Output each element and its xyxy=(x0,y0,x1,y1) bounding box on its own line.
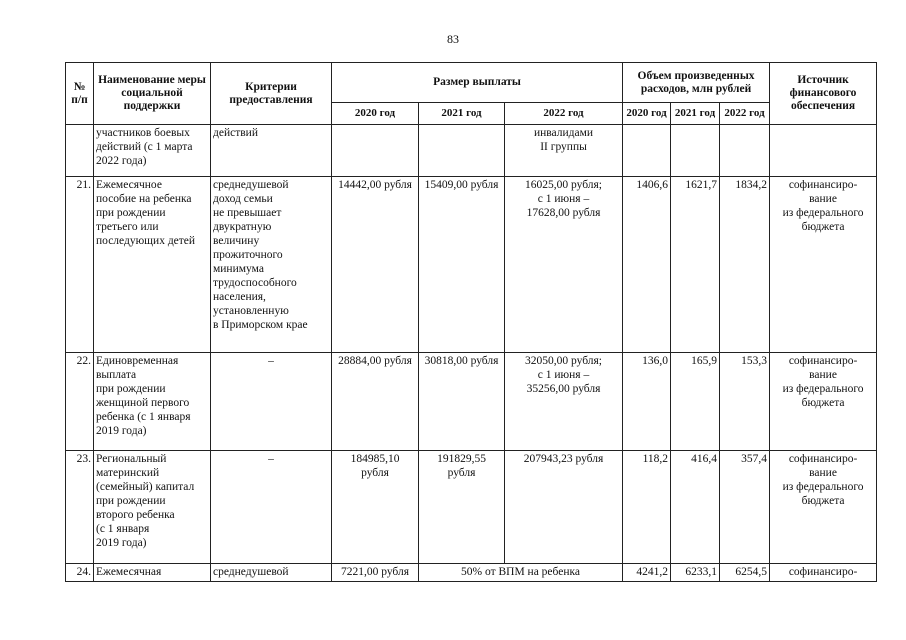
row-vol-2022: 6254,5 xyxy=(720,564,770,582)
row-vol-2021 xyxy=(671,125,720,177)
social-support-table xyxy=(65,62,877,582)
row-name: Ежемесячное пособие на ребенка при рождении третьего или последующих детей xyxy=(94,177,211,353)
row-source: софинансиро- вание из федерального бюджета xyxy=(770,177,877,353)
row-vol-2021: 165,9 xyxy=(671,353,720,451)
row-name: Региональный материнский (семейный) капитал при рождении второго ребенка (с 1 января 2019 года) xyxy=(94,451,211,564)
row-vol-2020: 136,0 xyxy=(623,353,671,451)
header-name: Наименование меры социальной поддержки xyxy=(94,63,211,125)
header-volume: Объем произведенных расходов, млн рублей xyxy=(623,63,770,103)
page-number: 83 xyxy=(447,32,459,46)
row-vol-2020: 1406,6 xyxy=(623,177,671,353)
row-vol-2022: 357,4 xyxy=(720,451,770,564)
row-criteria: – xyxy=(211,451,332,564)
row-criteria: среднедушевой xyxy=(211,564,332,582)
header-payment: Размер выплаты xyxy=(332,63,623,103)
row-criteria: действий xyxy=(211,125,332,177)
row-pay-2021-2022: 50% от ВПМ на ребенка xyxy=(419,564,623,582)
header-vol-2020: 2020 год xyxy=(623,103,671,125)
row-vol-2020: 4241,2 xyxy=(623,564,671,582)
row-num: 22. xyxy=(66,353,94,451)
row-pay-2021: 191829,55 рубля xyxy=(419,451,505,564)
row-name: участников боевых действий (с 1 марта 2022 года) xyxy=(94,125,211,177)
header-vol-2021: 2021 год xyxy=(671,103,720,125)
row-vol-2020: 118,2 xyxy=(623,451,671,564)
row-num: 23. xyxy=(66,451,94,564)
row-name: Единовременная выплата при рождении женщиной первого ребенка (с 1 января 2019 года) xyxy=(94,353,211,451)
table-row xyxy=(66,451,877,564)
row-pay-2021 xyxy=(419,125,505,177)
row-criteria: среднедушевой доход семьи не превышает двукратную величину прожиточного минимума трудоспособного населения, установленную в Приморском крае xyxy=(211,177,332,353)
table-row xyxy=(66,353,877,451)
row-pay-2020 xyxy=(332,125,419,177)
row-num xyxy=(66,125,94,177)
row-source: софинансиро- вание из федерального бюджета xyxy=(770,353,877,451)
row-criteria: – xyxy=(211,353,332,451)
row-pay-2021: 15409,00 рубля xyxy=(419,177,505,353)
header-pay-2022: 2022 год xyxy=(505,103,623,125)
header-source: Источник финансового обеспечения xyxy=(770,63,877,125)
row-vol-2021: 6233,1 xyxy=(671,564,720,582)
row-num: 21. xyxy=(66,177,94,353)
row-vol-2022: 1834,2 xyxy=(720,177,770,353)
row-pay-2021: 30818,00 рубля xyxy=(419,353,505,451)
row-source xyxy=(770,125,877,177)
row-vol-2020 xyxy=(623,125,671,177)
row-pay-2020: 28884,00 рубля xyxy=(332,353,419,451)
row-pay-2020: 184985,10 рубля xyxy=(332,451,419,564)
table-header-row xyxy=(66,63,877,103)
table-row xyxy=(66,125,877,177)
header-pay-2020: 2020 год xyxy=(332,103,419,125)
row-pay-2020: 7221,00 рубля xyxy=(332,564,419,582)
header-criteria: Критерии предоставления xyxy=(211,63,332,125)
table-row xyxy=(66,564,877,582)
row-pay-2020: 14442,00 рубля xyxy=(332,177,419,353)
row-vol-2022 xyxy=(720,125,770,177)
header-vol-2022: 2022 год xyxy=(720,103,770,125)
row-pay-2022: инвалидами II группы xyxy=(505,125,623,177)
row-num: 24. xyxy=(66,564,94,582)
table-row xyxy=(66,177,877,353)
row-pay-2022: 32050,00 рубля; с 1 июня – 35256,00 рубля xyxy=(505,353,623,451)
row-vol-2021: 1621,7 xyxy=(671,177,720,353)
row-pay-2022: 207943,23 рубля xyxy=(505,451,623,564)
header-pay-2021: 2021 год xyxy=(419,103,505,125)
row-pay-2022: 16025,00 рубля; с 1 июня – 17628,00 рубля xyxy=(505,177,623,353)
row-vol-2022: 153,3 xyxy=(720,353,770,451)
header-num: № п/п xyxy=(66,63,94,125)
row-vol-2021: 416,4 xyxy=(671,451,720,564)
row-name: Ежемесячная xyxy=(94,564,211,582)
row-source: софинансиро- вание из федерального бюджета xyxy=(770,451,877,564)
row-source: софинансиро- xyxy=(770,564,877,582)
